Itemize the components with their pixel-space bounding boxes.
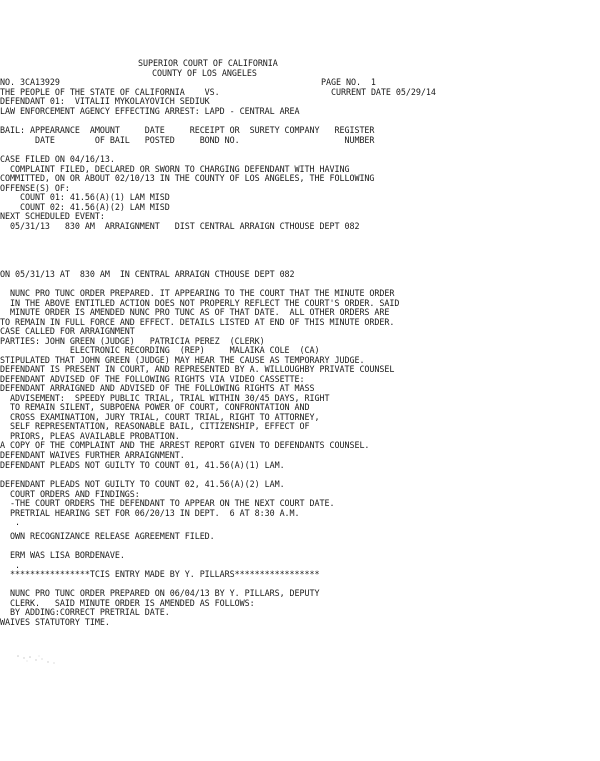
scan-smudge [14, 652, 62, 668]
minute-order-line: STIPULATED THAT JOHN GREEN (JUDGE) MAY HEAR THE CAUSE AS TEMPORARY JUDGE. [0, 355, 365, 365]
minute-order-line: SELF REPRESENTATION, REASONABLE BAIL, CITIZENSHIP, EFFECT OF [0, 421, 310, 431]
offenses-label: OFFENSE(S) OF: [0, 183, 70, 193]
court-name: SUPERIOR COURT OF CALIFORNIA [138, 58, 278, 68]
minute-order-line: DEFENDANT ARRAIGNED AND ADVISED OF THE FOLLOWING RIGHTS AT MASS [0, 383, 315, 393]
nunc-line: WAIVES STATUTORY TIME. [0, 617, 110, 627]
bail-table-header: BAIL: APPEARANCE AMOUNT DATE RECEIPT OR SURETY COMPANY REGISTER [0, 125, 375, 135]
minute-order-line: NUNC PRO TUNC ORDER PREPARED. IT APPEARING TO THE COURT THAT THE MINUTE ORDER [0, 288, 395, 298]
minute-order-line: DEFENDANT ADVISED OF THE FOLLOWING RIGHTS VIA VIDEO CASSETTE: [0, 374, 305, 384]
nunc-line: NUNC PRO TUNC ORDER PREPARED ON 06/04/13 BY Y. PILLARS, DEPUTY [0, 588, 320, 598]
minute-order-line: TO REMAIN IN FULL FORCE AND EFFECT. DETAILS LISTED AT END OF THIS MINUTE ORDER. [0, 317, 395, 327]
plea-line: DEFENDANT PLEADS NOT GUILTY TO COUNT 02, 41.56(A)(2) LAM. [0, 479, 285, 489]
erm-line: ERM WAS LISA BORDENAVE. [0, 550, 125, 560]
hearing-line: ON 05/31/13 AT 830 AM IN CENTRAL ARRAIGN CTHOUSE DEPT 082 [0, 269, 295, 279]
minute-order-line: CROSS EXAMINATION, JURY TRIAL, COURT TRIAL, RIGHT TO ATTORNEY, [0, 412, 320, 422]
case-number: NO. 3CA13929 [0, 77, 60, 87]
complaint-line: COMPLAINT FILED, DECLARED OR SWORN TO CHARGING DEFENDANT WITH HAVING [0, 164, 350, 174]
minute-order-line: DEFENDANT WAIVES FURTHER ARRAIGNMENT. [0, 450, 185, 460]
minute-order-line: ADVISEMENT: SPEEDY PUBLIC TRIAL, TRIAL WITHIN 30/45 DAYS, RIGHT [0, 393, 330, 403]
nunc-line: CLERK. SAID MINUTE ORDER IS AMENDED AS FOLLOWS: [0, 598, 255, 608]
minute-order-line: DEFENDANT PLEADS NOT GUILTY TO COUNT 01, 41.56(A)(1) LAM. [0, 460, 285, 470]
count-line: COUNT 01: 41.56(A)(1) LAM MISD [0, 192, 170, 202]
minute-order-line: MINUTE ORDER IS AMENDED NUNC PRO TUNC AS OF THAT DATE. ALL OTHER ORDERS ARE [0, 307, 390, 317]
minute-order-line: PRIORS, PLEAS AVAILABLE PROBATION. [0, 431, 180, 441]
minute-order-line: CASE CALLED FOR ARRAIGNMENT [0, 326, 135, 336]
complaint-line: COMMITTED, ON OR ABOUT 02/10/13 IN THE COUNTY OF LOS ANGELES, THE FOLLOWING [0, 173, 375, 183]
case-filed-line: CASE FILED ON 04/16/13. [0, 154, 115, 164]
minute-order-line: PARTIES: JOHN GREEN (JUDGE) PATRICIA PEREZ (CLERK) [0, 336, 265, 346]
release-line: OWN RECOGNIZANCE RELEASE AGREEMENT FILED. [0, 531, 215, 541]
nunc-line: BY ADDING:CORRECT PRETRIAL DATE. [0, 607, 170, 617]
defendant-name: DEFENDANT 01: VITALII MYKOLAYOVICH SEDIUK [0, 96, 210, 106]
next-event-line: 05/31/13 830 AM ARRAIGNMENT DIST CENTRAL ARRAIGN CTHOUSE DEPT 082 [0, 221, 360, 231]
separator-dot: . [0, 517, 20, 527]
tcis-entry-line: ****************TCIS ENTRY MADE BY Y. PILLARS***************** [0, 569, 320, 579]
count-line: COUNT 02: 41.56(A)(2) LAM MISD [0, 202, 170, 212]
current-date: CURRENT DATE 05/29/14 [331, 87, 436, 97]
minute-order-line: DEFENDANT IS PRESENT IN COURT, AND REPRESENTED BY A. WILLOUGHBY PRIVATE COUNSEL [0, 364, 395, 374]
minute-order-line: A COPY OF THE COMPLAINT AND THE ARREST REPORT GIVEN TO DEFENDANTS COUNSEL. [0, 440, 370, 450]
minute-order-line: IN THE ABOVE ENTITLED ACTION DOES NOT PROPERLY REFLECT THE COURT'S ORDER. SAID [0, 298, 400, 308]
court-county: COUNTY OF LOS ANGELES [152, 68, 257, 78]
order-line: -THE COURT ORDERS THE DEFENDANT TO APPEAR ON THE NEXT COURT DATE. [0, 498, 335, 508]
arresting-agency: LAW ENFORCEMENT AGENCY EFFECTING ARREST: LAPD - CENTRAL AREA [0, 106, 300, 116]
case-title: THE PEOPLE OF THE STATE OF CALIFORNIA VS. [0, 87, 220, 97]
minute-order-line: ELECTRONIC RECORDING (REP) MALAIKA COLE (CA) [0, 345, 320, 355]
separator-dot: . [0, 560, 20, 570]
minute-order-line: TO REMAIN SILENT, SUBPOENA POWER OF COURT, CONFRONTATION AND [0, 402, 310, 412]
orders-label: COURT ORDERS AND FINDINGS: [0, 489, 140, 499]
page-number: PAGE NO. 1 [321, 77, 376, 87]
bail-table-subheader: DATE OF BAIL POSTED BOND NO. NUMBER [0, 135, 375, 145]
pretrial-line: PRETRIAL HEARING SET FOR 06/20/13 IN DEPT. 6 AT 8:30 A.M. [0, 508, 300, 518]
next-event-label: NEXT SCHEDULED EVENT: [0, 211, 105, 221]
